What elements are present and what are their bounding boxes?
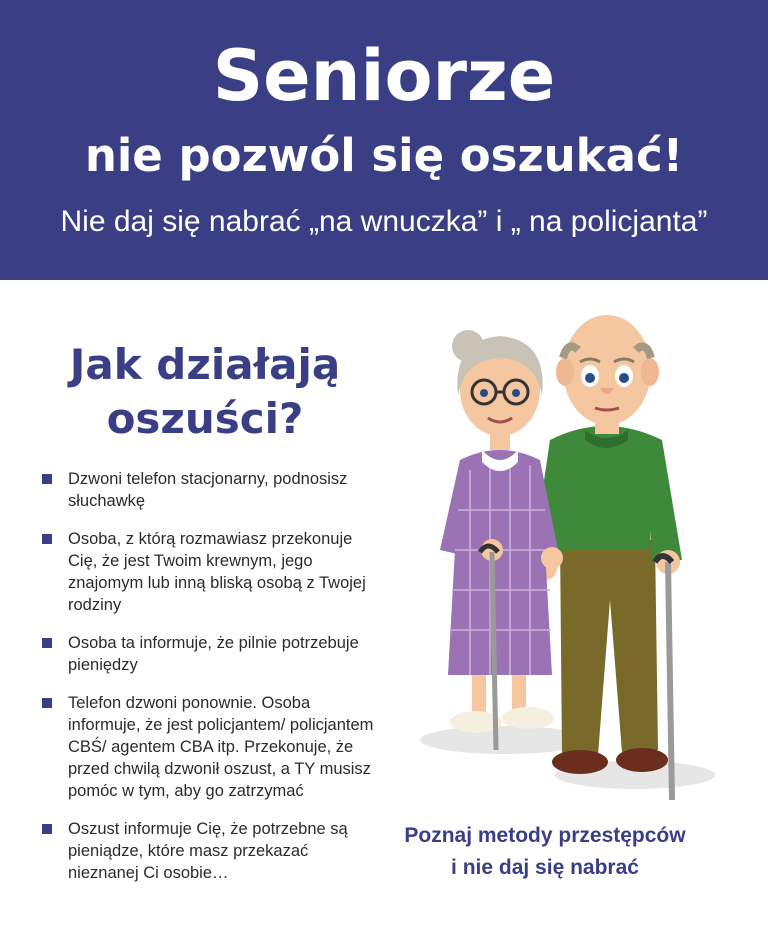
bullet-square-icon (42, 638, 52, 648)
fraud-steps-list (42, 468, 382, 900)
elderly-couple-icon (400, 300, 730, 810)
bullet-square-icon (42, 474, 52, 484)
list-item (42, 528, 382, 616)
bullet-square-icon (42, 824, 52, 834)
list-item (42, 632, 382, 676)
section-heading-line2: oszuści? (106, 394, 304, 443)
tagline-line1: Poznaj metody przestępców (404, 824, 686, 847)
header-banner (0, 0, 768, 280)
main-title: Seniorze (212, 35, 556, 117)
section-heading-line1: Jak działają (69, 340, 341, 389)
tagline (380, 820, 710, 884)
tagline-line2: i nie daj się nabrać (451, 856, 639, 879)
list-item-text: Osoba ta informuje, że pilnie potrzebuje pieniędzy (68, 634, 359, 674)
main-title-line2: nie pozwól się oszukać! (84, 129, 684, 182)
list-item (42, 468, 382, 512)
list-item (42, 692, 382, 802)
section-heading (40, 338, 370, 446)
bullet-square-icon (42, 534, 52, 544)
list-item-text: Dzwoni telefon stacjonarny, podnosisz słuchawkę (68, 470, 348, 510)
list-item-text: Osoba, z którą rozmawiasz przekonuje Cię, że jest Twoim krewnym, jego znajomym lub inną bliską osobą z Twojej rodziny (68, 530, 366, 614)
list-item-text: Telefon dzwoni ponownie. Osoba informuje, że jest policjantem/ policjantem CBŚ/ agentem CBA itp. Przekonuje, że przed chwilą dzwonił oszust, a TY musisz pomóc w tym, aby go zatrzymać (68, 694, 374, 800)
list-item (42, 818, 382, 884)
subtitle: Nie daj się nabrać „na wnuczka” i „ na policjanta” (60, 205, 708, 238)
list-item-text: Oszust informuje Cię, że potrzebne są pieniądze, które masz przekazać nieznanej Ci osobie… (68, 820, 348, 882)
bullet-square-icon (42, 698, 52, 708)
